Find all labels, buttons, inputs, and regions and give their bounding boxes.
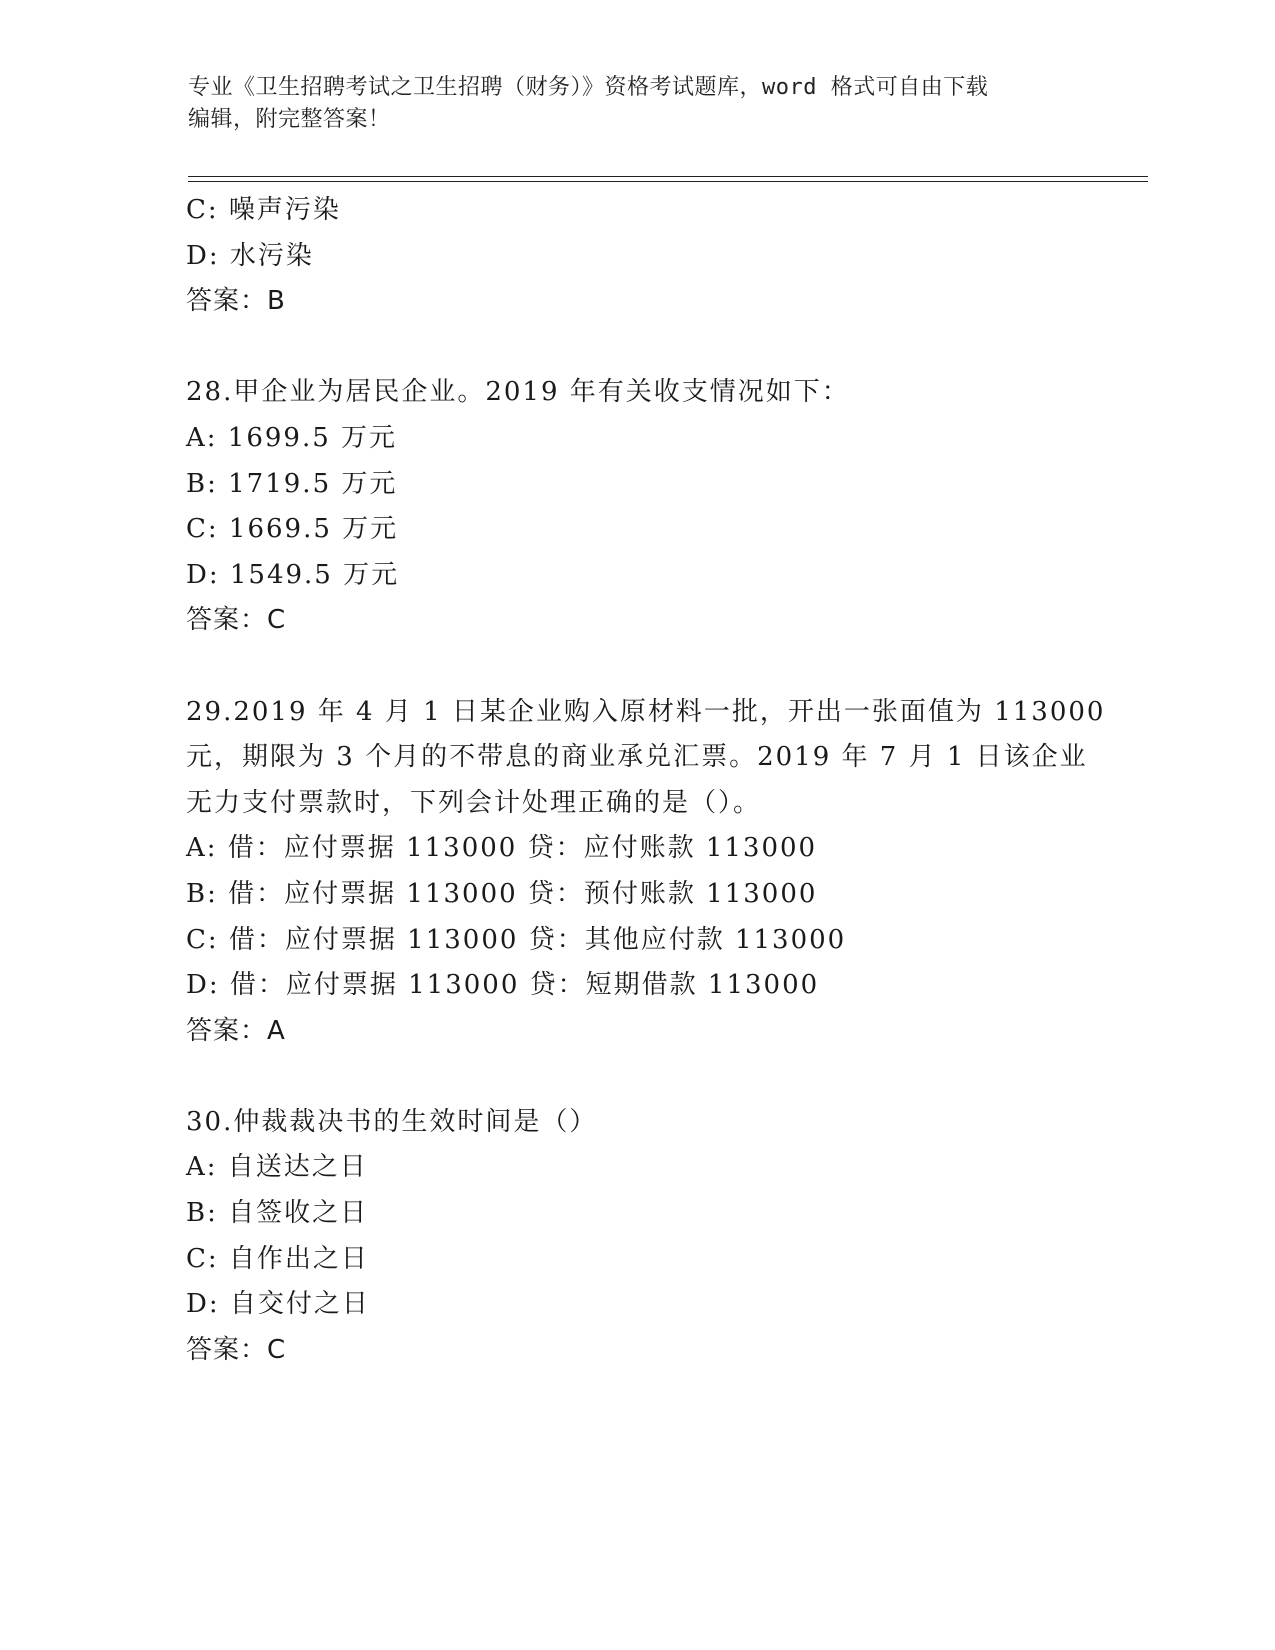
document-header xyxy=(188,72,1088,136)
header-rule-top xyxy=(188,176,1148,177)
question-28 xyxy=(186,370,1086,644)
question-content xyxy=(186,188,1106,1373)
answer-line: 答案：C xyxy=(186,1334,287,1365)
spacer xyxy=(186,644,1086,690)
question-30 xyxy=(186,1100,1086,1374)
option-d: D: 自交付之日 xyxy=(186,1289,370,1320)
option-d: D: 1549.5 万元 xyxy=(186,559,400,590)
question-stem-line-3: 无力支付票款时，下列会计处理正确的是（）。 xyxy=(186,787,762,818)
question-27-tail xyxy=(186,188,1086,325)
option-b: B: 1719.5 万元 xyxy=(186,468,398,499)
option-d: D: 借：应付票据 113000 贷：短期借款 113000 xyxy=(186,970,820,1001)
option-c: C: 噪声污染 xyxy=(186,195,341,225)
answer-line: 答案：C xyxy=(186,605,287,636)
header-line-1: 专业《卫生招聘考试之卫生招聘（财务）》资格考试题库，word 格式可自由下载 xyxy=(188,75,989,100)
option-b: B: 自签收之日 xyxy=(186,1198,369,1229)
spacer xyxy=(186,1054,1086,1100)
question-29 xyxy=(186,690,1106,1055)
answer-line: 答案：B xyxy=(186,286,286,317)
option-c: C: 自作出之日 xyxy=(186,1243,369,1274)
option-a: A: 自送达之日 xyxy=(186,1152,368,1183)
answer-line: 答案：A xyxy=(186,1015,286,1046)
question-stem: 28.甲企业为居民企业。2019 年有关收支情况如下： xyxy=(186,377,850,408)
question-stem-line-2: 元，期限为 3 个月的不带息的商业承兑汇票。2019 年 7 月 1 日该企业 xyxy=(186,742,1088,773)
option-c: C: 1669.5 万元 xyxy=(186,514,399,545)
option-a: A: 借：应付票据 113000 贷：应付账款 113000 xyxy=(186,833,818,864)
header-rule-bottom xyxy=(188,181,1148,182)
option-b: B: 借：应付票据 113000 贷：预付账款 113000 xyxy=(186,878,818,909)
option-a: A: 1699.5 万元 xyxy=(186,422,398,453)
spacer xyxy=(186,325,1086,371)
header-line-2: 编辑，附完整答案！ xyxy=(188,107,391,132)
option-d: D: 水污染 xyxy=(186,240,314,271)
option-c: C: 借：应付票据 113000 贷：其他应付款 113000 xyxy=(186,924,847,955)
question-stem: 30.仲裁裁决书的生效时间是（） xyxy=(186,1106,598,1137)
question-stem-line-1: 29.2019 年 4 月 1 日某企业购入原材料一批，开出一张面值为 113000 xyxy=(186,696,1106,727)
